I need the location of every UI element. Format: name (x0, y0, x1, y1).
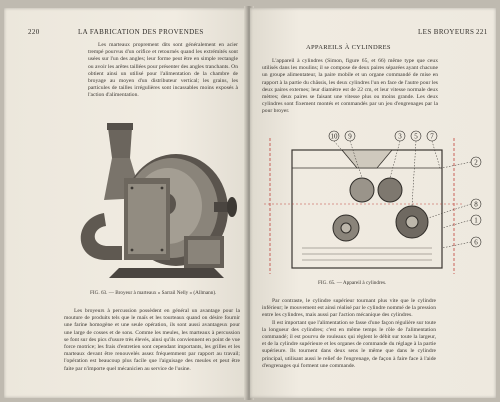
page-number: 221 (476, 28, 488, 36)
body-text-top (262, 58, 438, 116)
paragraph: L'appareil à cylindres (Simon, figure 65, et 66) même type que ceux utilisés dans les moulins; il se compose de deux paires séparées ayant chacune un groupe alimentateur, la paire mobile et un organe commandé de mise en rapport à la partie du châssis, les deux cylindres l'un en face de l'autre pour les deux paires externes; leur diamètre est de 22 cm, et leur vitesse normale deux mètres; deux paires se faisant une vitesse plus ou moins grande. Les deux cylindres sont fixement montés et commandés par un jeu d'engrenages par la pour broyer. (262, 58, 438, 115)
hammer-mill-illustration (64, 118, 239, 283)
label-2: 2 (474, 158, 478, 167)
section-title: APPAREILS À CYLINDRES (306, 44, 391, 51)
label-7: 7 (430, 132, 434, 141)
figure-caption: FIG. 65. — Appareil à cylindres. (318, 280, 387, 286)
figure-caption: FIG. 63. — Broyeur à marteaux « Sarrail Nelly » (Allmann). (90, 290, 217, 296)
running-head: LES BROYEURS (418, 28, 475, 36)
body-text-bottom (64, 308, 240, 373)
left-page (4, 8, 248, 398)
label-9: 9 (348, 132, 352, 141)
body-text-bottom (262, 298, 436, 370)
paragraph: Par contraste, le cylindre supérieur tournant plus vite que le cylindre inférieur; le mouvement est ainsi réalisé par le cylindre nommé de la pression entre les cylindres, mais aussi par l'action mécanique des cylindres. (262, 298, 436, 319)
page-number: 220 (28, 28, 40, 36)
label-1: 1 (474, 216, 478, 225)
label-5: 5 (414, 132, 418, 141)
paragraph: Il est important que l'alimentation se fasse d'une façon régulière sur toute la longueur des cylindres; c'est en même temps le rôle de l'alimentation commandé; il est pourvu de rouleaux qui règlent le débit sur toute la largeur, et de la cylindre supérieure et les organes de commande du réglage à la partie supérieure. Ils tournent dans deux sens le même que dans le cylindre principal, utilisant aussi le relief de l'engrenage, de façon à faire face à l'aide d'engrenages qui forment une commande. (262, 319, 436, 369)
label-8: 8 (474, 200, 478, 209)
paragraph: Les broyeurs à percussion possèdent en général un avantage pour la mouture de produits tels que le maïs et les tourteaux quand on désire fournir une farine homogène et une seule opération, ils sont aussi avantageux pour une large de cosses et de sons. Comme les meules, les marteaux à percussion se font sur des pics d'usure très élevés, ainsi qu'ils conviennent en point de vue force motrice; les frais d'entretien sont cependant importants, les grilles et les marteaux devant être renouvelés assez fréquemment par rapport au travail; l'opération est beaucoup plus facile que l'aiguisage des meules et peut être faite par n'importe quel mécanicien au service de l'usine. (64, 308, 240, 372)
label-3: 3 (398, 132, 402, 141)
body-text-top (88, 42, 238, 100)
running-head: LA FABRICATION DES PROVENDES (78, 28, 204, 36)
roller-mill-diagram (262, 128, 492, 276)
label-6: 6 (474, 238, 478, 247)
paragraph: Les marteaux proprement dits sont généralement en acier trempé pourvus d'un orifice et retournés quand les extrémités sont usées sur l'un des angles; leur forme peut être en simple rectangle ou avoir les arêtes taillées pour présenter des angles tranchants. On obtient ainsi un utilisé pour l'alimentation de la chambre de broyage au moyen d'un distributeur vertical; les grains, les particules de tailles irrégulières sont incassables moins exposés à l'action d'alimentation. (88, 42, 238, 99)
label-10: 10 (330, 132, 338, 141)
